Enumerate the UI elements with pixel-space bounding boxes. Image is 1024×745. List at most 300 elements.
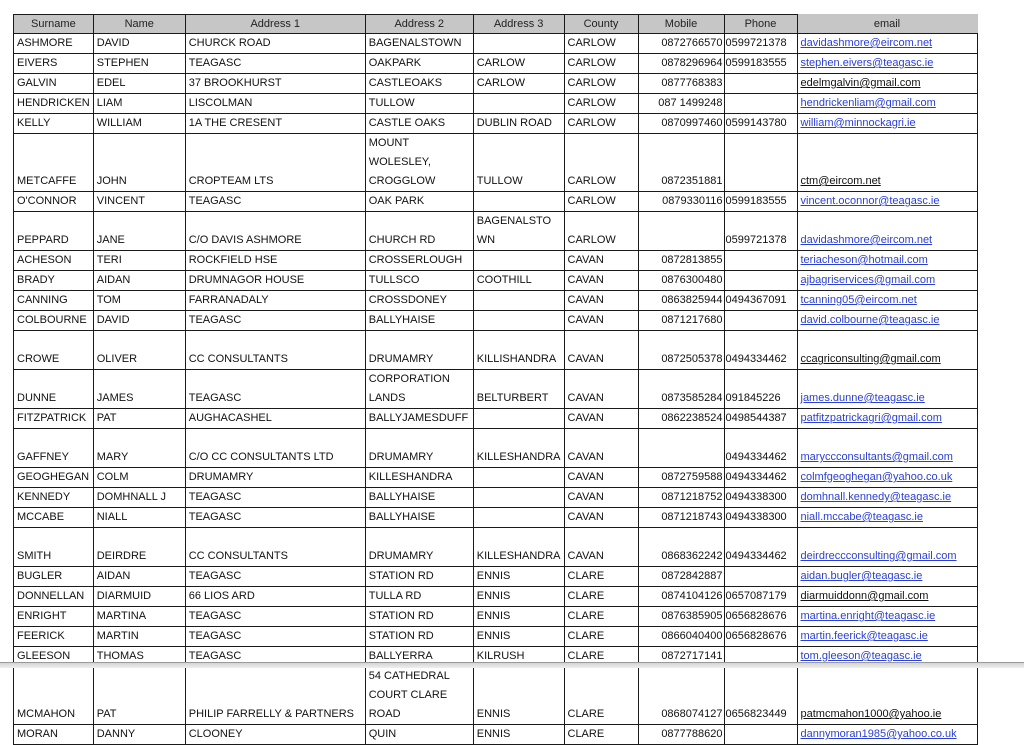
- email-link[interactable]: davidashmore@eircom.net: [800, 234, 933, 246]
- cell-name[interactable]: NIALL: [93, 508, 185, 528]
- cell-county[interactable]: CARLOW: [564, 212, 638, 251]
- cell-email[interactable]: [797, 94, 977, 114]
- header-surname[interactable]: Surname: [14, 15, 94, 34]
- cell-address-2[interactable]: BALLYJAMESDUFF: [365, 409, 473, 429]
- cell-address-2[interactable]: STATION RD: [365, 607, 473, 627]
- cell-phone[interactable]: 0599721378: [724, 34, 797, 54]
- cell-name[interactable]: TERI: [93, 251, 185, 271]
- cell-mobile[interactable]: 0872351881: [638, 134, 724, 192]
- cell-mobile[interactable]: 0872759588: [638, 468, 724, 488]
- cell-name[interactable]: WILLIAM: [93, 114, 185, 134]
- cell-email[interactable]: [797, 74, 977, 94]
- cell-mobile[interactable]: 0877788620: [638, 725, 724, 745]
- table-row: [14, 331, 978, 370]
- cell-surname[interactable]: BRADY: [14, 271, 94, 291]
- cell-county[interactable]: CARLOW: [564, 94, 638, 114]
- email-text[interactable]: ccagriconsulting@gmail.com: [800, 353, 941, 365]
- email-link[interactable]: maryccconsultants@gmail.com: [800, 451, 953, 463]
- cell-county[interactable]: CAVAN: [564, 468, 638, 488]
- email-link[interactable]: davidashmore@eircom.net: [800, 37, 933, 49]
- cell-address-1[interactable]: CHURCK ROAD: [185, 34, 365, 54]
- cell-email[interactable]: [797, 468, 977, 488]
- cell-phone[interactable]: 091845226: [724, 370, 797, 409]
- cell-address-3[interactable]: KILLISHANDRA: [473, 331, 564, 370]
- email-link[interactable]: martin.feerick@teagasc.ie: [800, 630, 928, 642]
- cell-email[interactable]: [797, 291, 977, 311]
- cell-county[interactable]: CAVAN: [564, 311, 638, 331]
- cell-address-3[interactable]: [473, 291, 564, 311]
- cell-surname[interactable]: KELLY: [14, 114, 94, 134]
- cell-phone[interactable]: 0494334462: [724, 429, 797, 468]
- cell-address-2[interactable]: STATION RD: [365, 567, 473, 587]
- cell-surname[interactable]: O'CONNOR: [14, 192, 94, 212]
- cell-surname[interactable]: ASHMORE: [14, 34, 94, 54]
- cell-phone[interactable]: [724, 271, 797, 291]
- cell-surname[interactable]: FITZPATRICK: [14, 409, 94, 429]
- cell-email[interactable]: [797, 667, 977, 725]
- cell-name[interactable]: PAT: [93, 409, 185, 429]
- cell-address-3[interactable]: ENNIS: [473, 567, 564, 587]
- cell-mobile[interactable]: 0871217680: [638, 311, 724, 331]
- cell-address-2[interactable]: BALLYHAISE: [365, 311, 473, 331]
- table-row: [14, 34, 978, 54]
- cell-address-1[interactable]: CLOONEY: [185, 725, 365, 745]
- cell-address-3[interactable]: DUBLIN ROAD: [473, 114, 564, 134]
- email-link[interactable]: teriacheson@hotmail.com: [800, 254, 928, 266]
- cell-county[interactable]: CLARE: [564, 587, 638, 607]
- table-row: [14, 409, 978, 429]
- cell-address-3[interactable]: [473, 192, 564, 212]
- cell-address-1[interactable]: 1A THE CRESENT: [185, 114, 365, 134]
- cell-surname[interactable]: FEERICK: [14, 627, 94, 647]
- cell-phone[interactable]: [724, 134, 797, 192]
- header-county[interactable]: County: [564, 15, 638, 34]
- cell-phone[interactable]: [724, 725, 797, 745]
- email-link[interactable]: tom.gleeson@teagasc.ie: [800, 650, 922, 662]
- cell-address-3[interactable]: COOTHILL: [473, 271, 564, 291]
- email-link[interactable]: vincent.oconnor@teagasc.ie: [800, 195, 940, 207]
- cell-name[interactable]: THOMAS: [93, 647, 185, 667]
- cell-email[interactable]: [797, 331, 977, 370]
- cell-mobile[interactable]: 0877768383: [638, 74, 724, 94]
- cell-name[interactable]: DIARMUID: [93, 587, 185, 607]
- cell-phone[interactable]: 0656828676: [724, 627, 797, 647]
- cell-address-2[interactable]: CASTLE OAKS: [365, 114, 473, 134]
- cell-mobile[interactable]: [638, 429, 724, 468]
- cell-mobile[interactable]: 0863825944: [638, 291, 724, 311]
- table-row: [14, 311, 978, 331]
- cell-surname[interactable]: KENNEDY: [14, 488, 94, 508]
- cell-address-3[interactable]: [473, 251, 564, 271]
- cell-name[interactable]: AIDAN: [93, 567, 185, 587]
- cell-county[interactable]: CAVAN: [564, 429, 638, 468]
- cell-email[interactable]: [797, 212, 977, 251]
- cell-mobile[interactable]: 0872505378: [638, 331, 724, 370]
- cell-address-2[interactable]: DRUMAMRY: [365, 528, 473, 567]
- cell-mobile[interactable]: 0862238524: [638, 409, 724, 429]
- cell-county[interactable]: CAVAN: [564, 251, 638, 271]
- cell-county[interactable]: CAVAN: [564, 488, 638, 508]
- cell-surname[interactable]: DONNELLAN: [14, 587, 94, 607]
- cell-email[interactable]: [797, 311, 977, 331]
- cell-county[interactable]: CAVAN: [564, 409, 638, 429]
- cell-phone[interactable]: [724, 567, 797, 587]
- cell-address-1[interactable]: TEAGASC: [185, 627, 365, 647]
- cell-mobile[interactable]: 0876300480: [638, 271, 724, 291]
- cell-address-1[interactable]: 37 BROOKHURST: [185, 74, 365, 94]
- cell-address-1[interactable]: CC CONSULTANTS: [185, 331, 365, 370]
- table-row: [14, 508, 978, 528]
- cell-name[interactable]: LIAM: [93, 94, 185, 114]
- cell-address-1[interactable]: LISCOLMAN: [185, 94, 365, 114]
- cell-address-2[interactable]: CROSSERLOUGH: [365, 251, 473, 271]
- cell-address-3[interactable]: [473, 468, 564, 488]
- cell-email[interactable]: [797, 528, 977, 567]
- cell-surname[interactable]: SMITH: [14, 528, 94, 567]
- cell-phone[interactable]: [724, 74, 797, 94]
- cell-address-2[interactable]: DRUMAMRY: [365, 429, 473, 468]
- cell-surname[interactable]: PEPPARD: [14, 212, 94, 251]
- cell-email[interactable]: [797, 134, 977, 192]
- cell-address-3[interactable]: BELTURBERT: [473, 370, 564, 409]
- cell-address-3[interactable]: CARLOW: [473, 74, 564, 94]
- table-row: [14, 271, 978, 291]
- cell-phone[interactable]: 0657087179: [724, 587, 797, 607]
- cell-phone[interactable]: 0599721378: [724, 212, 797, 251]
- table-row: [14, 488, 978, 508]
- email-text[interactable]: patmcmahon1000@yahoo.ie: [800, 708, 942, 720]
- cell-surname[interactable]: CANNING: [14, 291, 94, 311]
- cell-address-1[interactable]: TEAGASC: [185, 647, 365, 667]
- cell-county[interactable]: CAVAN: [564, 291, 638, 311]
- cell-surname[interactable]: GALVIN: [14, 74, 94, 94]
- email-text[interactable]: edelmgalvin@gmail.com: [800, 77, 921, 89]
- cell-address-2[interactable]: CASTLEOAKS: [365, 74, 473, 94]
- cell-email[interactable]: [797, 429, 977, 468]
- cell-county[interactable]: CAVAN: [564, 331, 638, 370]
- cell-address-3[interactable]: ENNIS: [473, 667, 564, 725]
- cell-county[interactable]: CLARE: [564, 567, 638, 587]
- email-link[interactable]: aidan.bugler@teagasc.ie: [800, 570, 923, 582]
- header-phone[interactable]: Phone: [724, 15, 797, 34]
- cell-address-1[interactable]: CC CONSULTANTS: [185, 528, 365, 567]
- cell-name[interactable]: MARY: [93, 429, 185, 468]
- cell-address-3[interactable]: [473, 34, 564, 54]
- email-link[interactable]: patfitzpatrickagri@gmail.com: [800, 412, 942, 424]
- cell-phone[interactable]: 0599183555: [724, 192, 797, 212]
- cell-address-3[interactable]: ENNIS: [473, 627, 564, 647]
- cell-surname[interactable]: MCCABE: [14, 508, 94, 528]
- cell-phone[interactable]: 0599183555: [724, 54, 797, 74]
- cell-mobile[interactable]: 0868362242: [638, 528, 724, 567]
- cell-email[interactable]: [797, 567, 977, 587]
- cell-name[interactable]: AIDAN: [93, 271, 185, 291]
- cell-county[interactable]: CARLOW: [564, 34, 638, 54]
- cell-name[interactable]: DAVID: [93, 311, 185, 331]
- cell-mobile[interactable]: 0878296964: [638, 54, 724, 74]
- cell-surname[interactable]: MCMAHON: [14, 667, 94, 725]
- cell-email[interactable]: [797, 488, 977, 508]
- cell-phone[interactable]: [724, 311, 797, 331]
- cell-email[interactable]: [797, 725, 977, 745]
- cell-county[interactable]: CAVAN: [564, 528, 638, 567]
- email-link[interactable]: domhnall.kennedy@teagasc.ie: [800, 491, 952, 503]
- cell-name[interactable]: MARTIN: [93, 627, 185, 647]
- cell-address-3[interactable]: KILRUSH: [473, 647, 564, 667]
- cell-name[interactable]: STEPHEN: [93, 54, 185, 74]
- cell-address-1[interactable]: TEAGASC: [185, 370, 365, 409]
- cell-name[interactable]: JOHN: [93, 134, 185, 192]
- cell-county[interactable]: CLARE: [564, 607, 638, 627]
- cell-mobile[interactable]: 0872813855: [638, 251, 724, 271]
- cell-surname[interactable]: ENRIGHT: [14, 607, 94, 627]
- cell-address-1[interactable]: DRUMNAGOR HOUSE: [185, 271, 365, 291]
- cell-mobile[interactable]: 0866040400: [638, 627, 724, 647]
- cell-email[interactable]: [797, 114, 977, 134]
- cell-address-1[interactable]: FARRANADALY: [185, 291, 365, 311]
- cell-email[interactable]: [797, 34, 977, 54]
- cell-surname[interactable]: METCAFFE: [14, 134, 94, 192]
- cell-address-3[interactable]: BAGENALSTO WN: [473, 212, 564, 251]
- cell-address-2[interactable]: OAK PARK: [365, 192, 473, 212]
- table-row: [14, 212, 978, 251]
- cell-address-3[interactable]: ENNIS: [473, 725, 564, 745]
- cell-address-2[interactable]: BAGENALSTOWN: [365, 34, 473, 54]
- email-link[interactable]: hendrickenliam@gmail.com: [800, 97, 936, 109]
- cell-name[interactable]: DEIRDRE: [93, 528, 185, 567]
- cell-name[interactable]: DANNY: [93, 725, 185, 745]
- cell-mobile[interactable]: 0872842887: [638, 567, 724, 587]
- cell-address-1[interactable]: C/O DAVIS ASHMORE: [185, 212, 365, 251]
- cell-address-1[interactable]: DRUMAMRY: [185, 468, 365, 488]
- email-text[interactable]: diarmuiddonn@gmail.com: [800, 590, 929, 602]
- header-address-3[interactable]: Address 3: [473, 15, 564, 34]
- cell-surname[interactable]: DUNNE: [14, 370, 94, 409]
- cell-address-2[interactable]: BALLYERRA: [365, 647, 473, 667]
- email-link[interactable]: ajbagriservices@gmail.com: [800, 274, 936, 286]
- cell-name[interactable]: JAMES: [93, 370, 185, 409]
- cell-name[interactable]: MARTINA: [93, 607, 185, 627]
- table-row: [14, 429, 978, 468]
- cell-address-2[interactable]: TULLSCO: [365, 271, 473, 291]
- cell-phone[interactable]: 0494367091: [724, 291, 797, 311]
- email-link[interactable]: niall.mccabe@teagasc.ie: [800, 511, 923, 523]
- table-row: [14, 468, 978, 488]
- cell-name[interactable]: PAT: [93, 667, 185, 725]
- cell-name[interactable]: TOM: [93, 291, 185, 311]
- cell-address-1[interactable]: 66 LIOS ARD: [185, 587, 365, 607]
- cell-address-1[interactable]: AUGHACASHEL: [185, 409, 365, 429]
- cell-name[interactable]: VINCENT: [93, 192, 185, 212]
- cell-county[interactable]: CARLOW: [564, 74, 638, 94]
- cell-address-1[interactable]: TEAGASC: [185, 192, 365, 212]
- cell-email[interactable]: [797, 251, 977, 271]
- cell-address-1[interactable]: PHILIP FARRELLY & PARTNERS: [185, 667, 365, 725]
- cell-address-2[interactable]: OAKPARK: [365, 54, 473, 74]
- cell-email[interactable]: [797, 508, 977, 528]
- email-link[interactable]: colmfgeoghegan@yahoo.co.uk: [800, 471, 953, 483]
- window-bottom-edge: [0, 662, 1024, 668]
- cell-county[interactable]: CAVAN: [564, 271, 638, 291]
- cell-surname[interactable]: BUGLER: [14, 567, 94, 587]
- cell-name[interactable]: EDEL: [93, 74, 185, 94]
- cell-mobile[interactable]: 087 1499248: [638, 94, 724, 114]
- cell-address-1[interactable]: TEAGASC: [185, 311, 365, 331]
- cell-address-1[interactable]: C/O CC CONSULTANTS LTD: [185, 429, 365, 468]
- cell-address-3[interactable]: TULLOW: [473, 134, 564, 192]
- cell-county[interactable]: CARLOW: [564, 114, 638, 134]
- cell-address-2[interactable]: CHURCH RD: [365, 212, 473, 251]
- cell-name[interactable]: COLM: [93, 468, 185, 488]
- cell-county[interactable]: CLARE: [564, 627, 638, 647]
- cell-surname[interactable]: GEOGHEGAN: [14, 468, 94, 488]
- cell-address-1[interactable]: TEAGASC: [185, 607, 365, 627]
- cell-phone[interactable]: 0494334462: [724, 331, 797, 370]
- cell-address-2[interactable]: BALLYHAISE: [365, 488, 473, 508]
- email-link[interactable]: david.colbourne@teagasc.ie: [800, 314, 940, 326]
- cell-name[interactable]: JANE: [93, 212, 185, 251]
- cell-mobile[interactable]: 0879330116: [638, 192, 724, 212]
- cell-address-3[interactable]: ENNIS: [473, 607, 564, 627]
- table-row: [14, 370, 978, 409]
- cell-mobile[interactable]: 0873585284: [638, 370, 724, 409]
- cell-email[interactable]: [797, 271, 977, 291]
- cell-mobile[interactable]: [638, 212, 724, 251]
- cell-phone[interactable]: 0494338300: [724, 508, 797, 528]
- email-link[interactable]: tcanning05@eircom.net: [800, 294, 917, 306]
- cell-address-1[interactable]: TEAGASC: [185, 488, 365, 508]
- cell-email[interactable]: [797, 627, 977, 647]
- cell-surname[interactable]: GLEESON: [14, 647, 94, 667]
- cell-surname[interactable]: HENDRICKEN: [14, 94, 94, 114]
- cell-phone[interactable]: [724, 94, 797, 114]
- cell-name[interactable]: OLIVER: [93, 331, 185, 370]
- cell-name[interactable]: DAVID: [93, 34, 185, 54]
- cell-address-2[interactable]: MOUNT WOLESLEY, CROGGLOW: [365, 134, 473, 192]
- cell-mobile[interactable]: 0870997460: [638, 114, 724, 134]
- cell-address-1[interactable]: CROPTEAM LTS: [185, 134, 365, 192]
- header-email[interactable]: email: [797, 15, 977, 34]
- cell-mobile[interactable]: 0868074127: [638, 667, 724, 725]
- cell-county[interactable]: CARLOW: [564, 54, 638, 74]
- cell-surname[interactable]: COLBOURNE: [14, 311, 94, 331]
- table-row: [14, 607, 978, 627]
- cell-mobile[interactable]: 0872766570: [638, 34, 724, 54]
- cell-address-2[interactable]: CROSSDONEY: [365, 291, 473, 311]
- header-mobile[interactable]: Mobile: [638, 15, 724, 34]
- cell-county[interactable]: CLARE: [564, 667, 638, 725]
- cell-address-2[interactable]: KILLESHANDRA: [365, 468, 473, 488]
- table-row: [14, 567, 978, 587]
- cell-address-3[interactable]: CARLOW: [473, 54, 564, 74]
- cell-address-1[interactable]: TEAGASC: [185, 54, 365, 74]
- cell-address-2[interactable]: STATION RD: [365, 627, 473, 647]
- cell-phone[interactable]: [724, 251, 797, 271]
- cell-county[interactable]: CAVAN: [564, 508, 638, 528]
- cell-address-2[interactable]: DRUMAMRY: [365, 331, 473, 370]
- cell-surname[interactable]: MORAN: [14, 725, 94, 745]
- cell-email[interactable]: [797, 370, 977, 409]
- header-row: [14, 15, 978, 34]
- email-link[interactable]: martina.enright@teagasc.ie: [800, 610, 936, 622]
- header-address-2[interactable]: Address 2: [365, 15, 473, 34]
- cell-address-3[interactable]: [473, 94, 564, 114]
- cell-phone[interactable]: 0494334462: [724, 528, 797, 567]
- cell-address-3[interactable]: [473, 311, 564, 331]
- cell-email[interactable]: [797, 54, 977, 74]
- cell-address-3[interactable]: KILLESHANDRA: [473, 528, 564, 567]
- cell-email[interactable]: [797, 607, 977, 627]
- cell-surname[interactable]: ACHESON: [14, 251, 94, 271]
- cell-surname[interactable]: EIVERS: [14, 54, 94, 74]
- cell-county[interactable]: CLARE: [564, 725, 638, 745]
- cell-address-2[interactable]: BALLYHAISE: [365, 508, 473, 528]
- cell-name[interactable]: DOMHNALL J: [93, 488, 185, 508]
- cell-address-1[interactable]: TEAGASC: [185, 508, 365, 528]
- email-link[interactable]: dannymoran1985@yahoo.co.uk: [800, 728, 957, 740]
- cell-address-3[interactable]: [473, 488, 564, 508]
- cell-address-2[interactable]: TULLA RD: [365, 587, 473, 607]
- cell-mobile[interactable]: 0871218752: [638, 488, 724, 508]
- cell-mobile[interactable]: 0872717141: [638, 647, 724, 667]
- cell-surname[interactable]: GAFFNEY: [14, 429, 94, 468]
- cell-address-3[interactable]: [473, 508, 564, 528]
- cell-address-3[interactable]: KILLESHANDRA: [473, 429, 564, 468]
- header-name[interactable]: Name: [93, 15, 185, 34]
- header-address-1[interactable]: Address 1: [185, 15, 365, 34]
- email-text[interactable]: ctm@eircom.net: [800, 175, 881, 187]
- email-link[interactable]: james.dunne@teagasc.ie: [800, 392, 925, 404]
- cell-address-3[interactable]: ENNIS: [473, 587, 564, 607]
- cell-mobile[interactable]: 0871218743: [638, 508, 724, 528]
- email-link[interactable]: deirdreccconsulting@gmail.com: [800, 550, 957, 562]
- cell-address-1[interactable]: ROCKFIELD HSE: [185, 251, 365, 271]
- cell-address-2[interactable]: TULLOW: [365, 94, 473, 114]
- cell-phone[interactable]: 0498544387: [724, 409, 797, 429]
- email-link[interactable]: william@minnockagri.ie: [800, 117, 916, 129]
- cell-county[interactable]: CAVAN: [564, 370, 638, 409]
- cell-phone[interactable]: 0494334462: [724, 468, 797, 488]
- cell-address-2[interactable]: CORPORATION LANDS: [365, 370, 473, 409]
- cell-address-2[interactable]: QUIN: [365, 725, 473, 745]
- cell-phone[interactable]: 0656823449: [724, 667, 797, 725]
- cell-email[interactable]: [797, 587, 977, 607]
- cell-address-2[interactable]: 54 CATHEDRAL COURT CLARE ROAD: [365, 667, 473, 725]
- table-row: [14, 627, 978, 647]
- table-row: [14, 725, 978, 745]
- email-link[interactable]: stephen.eivers@teagasc.ie: [800, 57, 934, 69]
- cell-surname[interactable]: CROWE: [14, 331, 94, 370]
- cell-address-3[interactable]: [473, 409, 564, 429]
- cell-phone[interactable]: 0494338300: [724, 488, 797, 508]
- table-body: [14, 34, 978, 745]
- cell-county[interactable]: CARLOW: [564, 192, 638, 212]
- spreadsheet: [13, 14, 978, 745]
- cell-email[interactable]: [797, 409, 977, 429]
- cell-phone[interactable]: 0599143780: [724, 114, 797, 134]
- cell-mobile[interactable]: 0874104126: [638, 587, 724, 607]
- table-row: [14, 192, 978, 212]
- table-row: [14, 291, 978, 311]
- cell-address-1[interactable]: TEAGASC: [185, 567, 365, 587]
- cell-phone[interactable]: 0656828676: [724, 607, 797, 627]
- table-row: [14, 54, 978, 74]
- cell-county[interactable]: CLARE: [564, 647, 638, 667]
- table-row: [14, 74, 978, 94]
- cell-email[interactable]: [797, 192, 977, 212]
- cell-mobile[interactable]: 0876385905: [638, 607, 724, 627]
- cell-county[interactable]: CARLOW: [564, 134, 638, 192]
